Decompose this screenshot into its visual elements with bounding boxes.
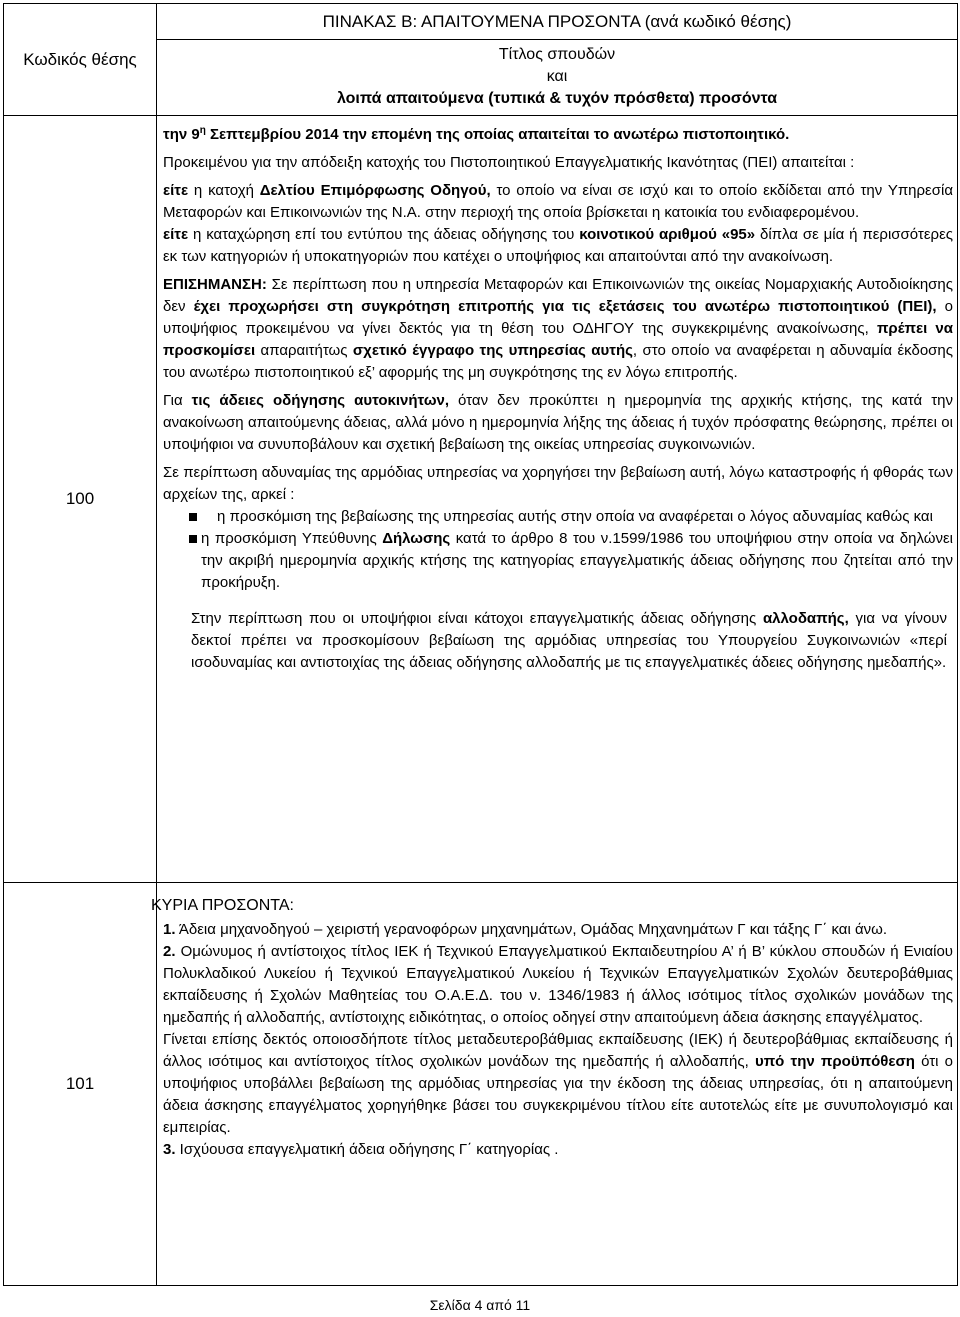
square-bullet-icon xyxy=(189,513,197,521)
square-bullet-icon xyxy=(189,535,197,543)
list-item: η προσκόμιση της βεβαίωσης της υπηρεσίας αυτής στην οποία να αναφέρεται ο λόγος αδυναμίας καθώς και xyxy=(163,506,953,528)
position-code: 101 xyxy=(4,883,157,1286)
table-title: ΠΙΝΑΚΑΣ Β: ΑΠΑΙΤΟΥΜΕΝΑ ΠΡΟΣΟΝΤΑ (ανά κωδικό θέσης) xyxy=(157,4,958,40)
requirements-text: την $9^\eta$ Σεπτεμβρίου 2014 την επομένη της οποίας απαιτείται το ανωτέρω πιστοποιητικό. Προκειμένου για την απόδειξη κατοχής του Πιστοποιητικού Επαγγελματικής Ικανότητας (ΠΕΙ) απαιτείται : είτε η κατοχή Δελτίου Επιμόρφωσης Οδηγού, το οποίο να είναι σε ισχύ και το οποίο εκδίδεται από την Υπηρεσία Μεταφορών και Επικοινωνιών της Ν.Α. στην περιοχή της οποία βρίσκεται η κατοικία του ενδιαφερομένου. είτε η καταχώρηση επί του εντύπου της άδειας οδήγησης του κοινοτικού αριθμού «95» δίπλα σε μία ή περισσότερες εκ των κατηγοριών ή υποκατηγοριών που κατέχει ο υποψήφιος και απαιτούνται από την ανακοίνωση. ΕΠΙΣΗΜΑΝΣΗ: Σε περίπτωση που η υπηρεσία Μεταφορών και Επικοινωνιών της οικείας Νομαρχιακής Αυτοδιοίκησης δεν έχει προχωρήσει στη συγκρότηση επιτροπής για τις εξετάσεις του ανωτέρω πιστοποιητικού (ΠΕΙ), ο υποψήφιος προκειμένου να γίνει δεκτός για τη θέση του ΟΔΗΓΟΥ της συγκεκριμένης ανακοίνωσης, πρέπει να προσκομίσει απαραιτήτως σχετικό έγγραφο της υπηρεσίας αυτής, στο οποίο να αναφέρεται η αδυναμία έκδοσης του ανωτέρω πιστοποιητικού εξ’ αφορμής της μη συγκρότησης της εν λόγω επιτροπής. Για τις άδειες οδήγησης αυτοκινήτων, όταν δεν προκύπτει η ημερομηνία της αρχικής κτήσης, της κατά την ανακοίνωση απαιτούμενης άδειας, αλλά μόνο η ημερομηνία λήξης της άδειας ή τυχόν πρόσφατης θεώρησης, πρέπει οι υποψήφιοι να συνυποβάλουν και σχετική βεβαίωση της οικείας υπηρεσίας συγκοινωνιών. Σε περίπτωση αδυναμίας της αρμόδιας υπηρεσίας να χορηγήσει την βεβαίωση αυτή, λόγω καταστροφής ή φθοράς των αρχείων της, αρκεί : η προσκόμιση της βεβαίωσης της υπηρεσίας αυτής στην οποία να αναφέρεται ο λόγος αδυναμίας καθώς και η προσκόμιση Υπεύθυνης Δήλωσης κατά το άρθρο 8 του ν.1599/1986 του υποψήφιου στην οποία να δηλώνει την ακριβή ημερομηνία αρχικής κτήσης της κατηγορίας επαγγελματικής άδειας οδήγησης που ζητείται από την προκήρυξη. Στην περίπτωση που οι υποψήφιοι είναι κάτοχοι επαγγελματικής άδειας οδήγησης αλλοδαπής, για να γίνουν δεκτοί πρέπει να προσκομίσουν βεβαίωση της αρμόδιας υπηρεσίας του Υπουργείου Συγκοινωνιών «περί ισοδυναμίας και αντιστοιχίας της άδειας οδήγησης αλλοδαπής με τις επαγγελματικές άδειες οδήγησης ημεδαπής». xyxy=(157,116,958,883)
position-code: 100 xyxy=(4,116,157,883)
column-header-code: Κωδικός θέσης xyxy=(4,4,157,116)
page-footer: Σελίδα 4 από 11 xyxy=(429,1297,531,1313)
column-header-title: Τίτλος σπουδών και λοιπά απαιτούμενα (τυπικά & τυχόν πρόσθετα) προσόντα xyxy=(157,40,958,116)
section-heading: ΚΥΡΙΑ ΠΡΟΣΟΝΤΑ: xyxy=(151,897,294,914)
requirements-table xyxy=(3,3,958,1286)
table-row xyxy=(4,116,958,883)
requirements-text: ΚΥΡΙΑ ΠΡΟΣΟΝΤΑ: 1. Άδεια μηχανοδηγού – χειριστή γερανοφόρων μηχανημάτων, Ομάδας Μηχανημάτων Γ και τάξης Γ΄ και άνω. 2. Ομώνυμος ή αντίστοιχος τίτλος ΙΕΚ ή Τεχνικού Επαγγελματικού Εκπαιδευτηρίου Α’ ή Β’ κύκλου σπουδών ή Ενιαίου Πολυκλαδικού Λυκείου ή Τεχνικού Επαγγελματικού Λυκείου ή Τεχνικών Επαγγελματικών Σχολών δευτεροβάθμιας εκπαίδευσης ή Σχολών Μαθητείας του Ο.Α.Ε.Δ. του ν. 1346/1983 ή άλλος ισότιμος τίτλος σχολικών μονάδων της ημεδαπής ή αλλοδαπής, αντίστοιχης ειδικότητας, ο οποίος οδηγεί στην απαιτούμενη άδεια άσκησης επαγγέλματος. Γίνεται επίσης δεκτός οποιοσδήποτε τίτλος μεταδευτεροβάθμιας εκπαίδευσης (ΙΕΚ) ή δευτεροβάθμιας εκπαίδευσης ή άλλος ισότιμος και αντίστοιχος τίτλος σχολικών μονάδων της ημεδαπής ή αλλοδαπής, υπό την προϋπόθεση ότι ο υποψήφιος υποβάλλει βεβαίωση της αρμόδιας υπηρεσίας για την έκδοση της άδειας υπηρεσίας, ότι η απαιτούμενη άδεια άσκησης επαγγέλματος χορηγήθηκε βάσει του συγκεκριμένου τίτλου είτε αυτοτελώς είτε με συνυπολογισμό και εμπειρίας. 3. Ισχύουσα επαγγελματική άδεια οδήγησης Γ΄ κατηγορίας . xyxy=(157,883,958,1286)
table-row xyxy=(4,883,958,1286)
list-item: η προσκόμιση Υπεύθυνης Δήλωσης κατά το άρθρο 8 του ν.1599/1986 του υποψήφιου στην οποία να δηλώνει την ακριβή ημερομηνία αρχικής κτήσης της κατηγορίας επαγγελματικής άδειας οδήγησης που ζητείται από την προκήρυξη. xyxy=(163,528,953,594)
